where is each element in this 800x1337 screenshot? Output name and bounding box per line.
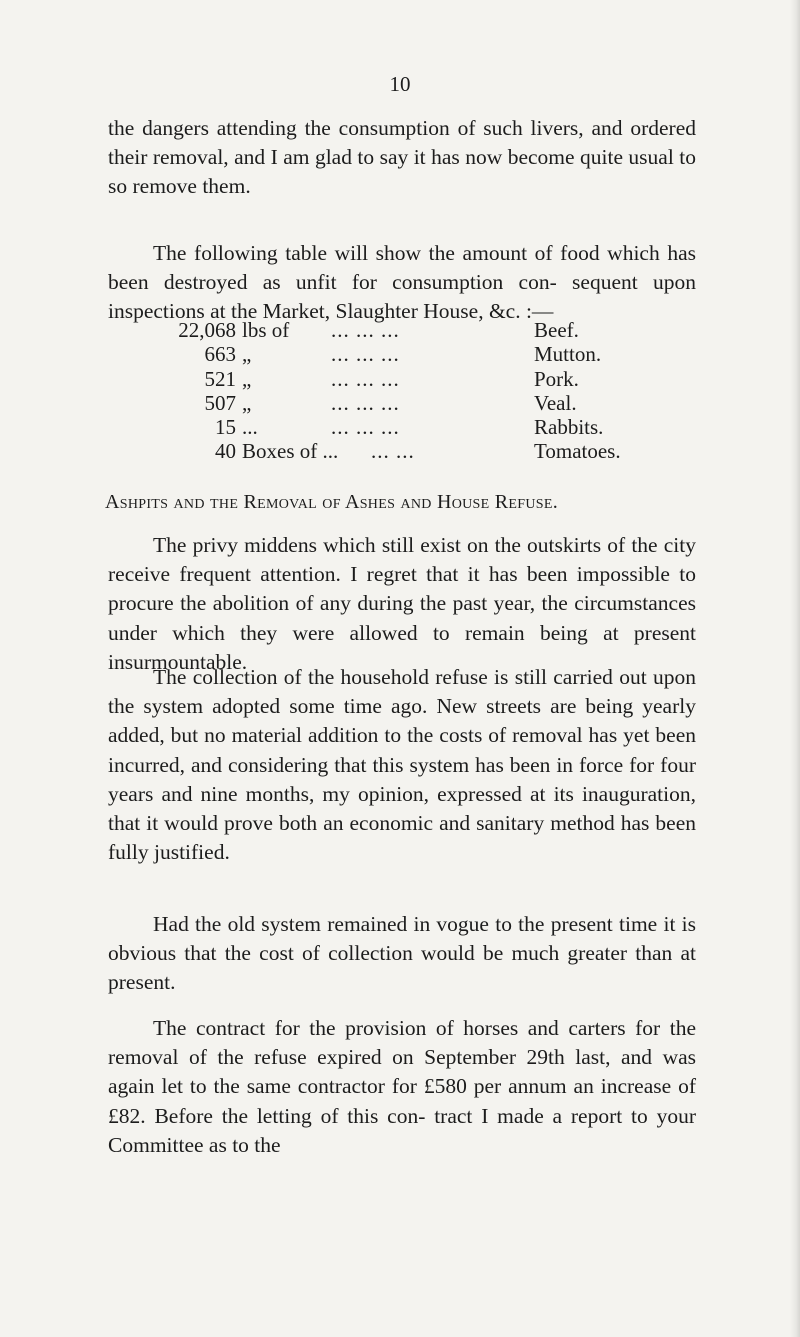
page-number: 10 [389, 72, 411, 96]
food-item: Veal. [534, 390, 577, 415]
food-item: Rabbits. [534, 415, 604, 440]
food-unit: Boxes of ... [242, 439, 339, 464]
food-unit: ... [242, 415, 258, 440]
food-quantity: 22,068 [178, 318, 236, 342]
dot-leader: ... ... ... [331, 366, 400, 391]
food-quantity: 507 [204, 390, 236, 415]
page-edge-shadow [790, 0, 800, 1337]
paragraph-text: The collection of the household refuse is still carried out upon the system adopted some time ago. New streets are being yearly added, but no material addition to the costs of removal has yet been incurred, and considering that this system has been in force for four years and nine months, my opinion, expressed at its inauguration, that it would prove both an economic and sanitary method has been fully justified. [108, 665, 696, 865]
dot-leader: ... ... [371, 439, 415, 464]
paragraph-text: The following table will show the amount of food which has been destroyed as unfit for consumption con- sequent upon inspections at the Market, Slaughter House, &c. :— [108, 241, 696, 324]
contract-paragraph [108, 1014, 696, 1160]
food-quantity: 521 [204, 366, 236, 391]
food-item: Beef. [534, 318, 579, 342]
paragraph-text: The contract for the provision of horses and carters for the removal of the refuse expired on September 29th last, and was again let to the same contractor for £580 per annum an increase of £82. Before the letting of this con- tract I made a report to your Committee as to the [108, 1016, 696, 1157]
intro-paragraph [108, 114, 696, 202]
table-row [108, 342, 696, 366]
section-heading [105, 489, 705, 515]
food-unit: „ [242, 342, 252, 367]
food-quantity: 40 [215, 439, 236, 464]
paragraph-text: the dangers attending the consumption of such livers, and ordered their removal, and I am glad to say it has now become quite usual to so remove them. [108, 116, 696, 199]
food-unit: lbs of [242, 318, 290, 342]
table-row [108, 415, 696, 439]
destroyed-food-table [108, 318, 696, 464]
food-quantity: 663 [204, 342, 236, 367]
table-row [108, 318, 696, 342]
dot-leader: ... ... ... [331, 415, 400, 440]
dot-leader: ... ... ... [331, 390, 400, 415]
dot-leader: ... ... ... [331, 318, 400, 342]
section-heading-text: Ashpits and the Removal of Ashes and House Refuse. [105, 491, 559, 513]
collection-paragraph [108, 663, 696, 867]
food-quantity: 15 [215, 415, 236, 440]
food-unit: „ [242, 366, 252, 391]
paragraph-text: Had the old system remained in vogue to the present time it is obvious that the cost of collection would be much greater than at present. [108, 912, 696, 995]
old-system-paragraph [108, 910, 696, 998]
table-row [108, 391, 696, 415]
middens-paragraph [108, 531, 696, 677]
food-item: Pork. [534, 366, 579, 391]
table-row [108, 367, 696, 391]
paragraph-text: The privy middens which still exist on the outskirts of the city receive frequent attention. I regret that it has been impossible to procure the abolition of any during the past year, the circumstances under which they were allowed to remain being at present insurmountable. [108, 533, 696, 674]
food-unit: „ [242, 390, 252, 415]
table-row [108, 439, 696, 463]
food-item: Mutton. [534, 342, 602, 367]
table-intro-paragraph [108, 239, 696, 327]
food-item: Tomatoes. [534, 439, 621, 464]
dot-leader: ... ... ... [331, 342, 400, 367]
